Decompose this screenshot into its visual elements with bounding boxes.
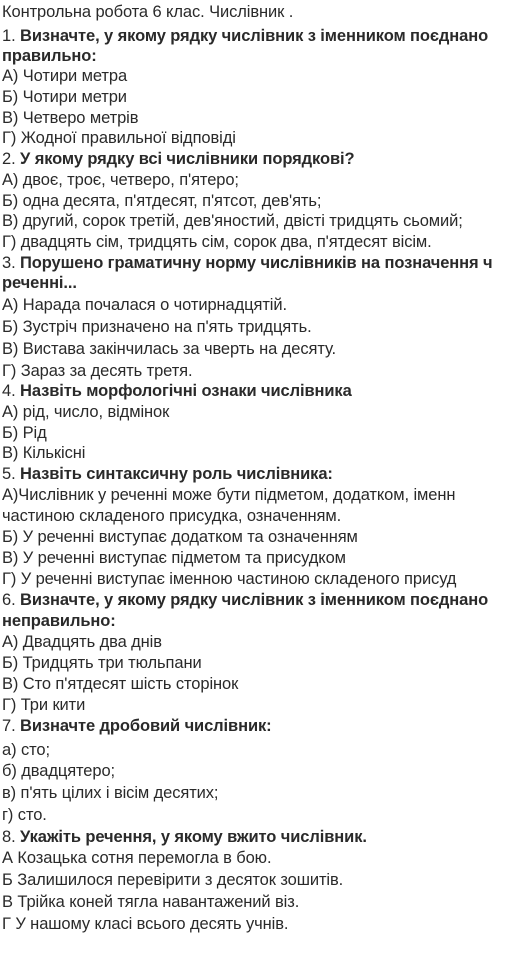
question-2-option-b: Б) одна десята, п'ятдесят, п'ятсот, дев'ять; — [2, 192, 322, 210]
question-text: Порушено граматичну норму числівників на позначення ч — [15, 254, 493, 272]
question-7-option-d: г) сто. — [2, 806, 47, 824]
question-5-option-a-continued: частиною складеного присудка, означенням. — [2, 507, 342, 525]
question-2-option-a: А) двоє, троє, четверо, п'ятеро; — [2, 171, 239, 189]
question-6-option-a: А) Двадцять два днів — [2, 633, 162, 651]
question-3-option-b: Б) Зустріч призначено на п'ять тридцять. — [2, 318, 312, 336]
question-2-option-d: Г) двадцять сім, тридцять сім, сорок два, п'ятдесят вісім. — [2, 233, 432, 251]
question-number: 2. — [2, 150, 16, 168]
question-6-heading — [2, 590, 488, 610]
question-5-option-b: Б) У реченні виступає додатком та означенням — [2, 528, 358, 546]
question-6-option-d: Г) Три кити — [2, 696, 86, 714]
question-4-option-c: В) Кількісні — [2, 444, 86, 462]
question-text: Визначте, у якому рядку числівник з іменником поєднано — [15, 27, 489, 45]
question-3-option-d: Г) Зараз за десять третя. — [2, 362, 193, 380]
question-5-option-d: Г) У реченні виступає іменною частиною складеного присуд — [2, 570, 457, 588]
question-number: 8. — [2, 828, 16, 846]
question-3-option-a: А) Нарада почалася о чотирнадцятій. — [2, 296, 287, 314]
question-1-option-b: Б) Чотири метри — [2, 88, 127, 106]
question-1-option-a: А) Чотири метра — [2, 67, 128, 85]
question-1-option-d: Г) Жодної правильної відповіді — [2, 129, 236, 147]
question-4-option-a: А) рід, число, відмінок — [2, 403, 170, 421]
question-5-heading — [2, 464, 333, 484]
question-text: Визначте, у якому рядку числівник з іменником поєднано — [15, 591, 489, 609]
question-number: 1. — [2, 27, 16, 45]
question-8-option-c: В Трійка коней тягла навантажений віз. — [2, 893, 300, 911]
question-2-heading — [2, 149, 354, 169]
question-6-text-continued: неправильно: — [2, 612, 116, 630]
question-7-heading — [2, 716, 272, 736]
question-7-option-c: в) п'ять цілих і вісім десятих; — [2, 784, 219, 802]
question-7-option-b: б) двадцятеро; — [2, 762, 116, 780]
question-number: 6. — [2, 591, 16, 609]
question-6-option-b: Б) Тридцять три тюльпани — [2, 654, 202, 672]
question-text: Визначте дробовий числівник: — [15, 717, 272, 735]
question-5-option-a: А)Числівник у реченні може бути підметом, додатком, іменн — [2, 486, 456, 504]
question-2-option-c: В) другий, сорок третій, дев'яностий, двісті тридцять сьомий; — [2, 212, 463, 230]
question-number: 3. — [2, 254, 16, 272]
question-number: 5. — [2, 465, 16, 483]
question-5-option-c: В) У реченні виступає підметом та присудком — [2, 549, 346, 567]
question-8-heading — [2, 827, 367, 847]
question-1-heading — [2, 26, 488, 46]
question-number: 7. — [2, 717, 16, 735]
question-3-heading — [2, 253, 493, 273]
question-8-option-b: Б Залишилося перевірити з десяток зошитів. — [2, 871, 344, 889]
question-4-option-b: Б) Рід — [2, 424, 47, 442]
document-title: Контрольна робота 6 клас. Числівник . — [2, 3, 294, 21]
question-text: Укажіть речення, у якому вжито числівник. — [15, 828, 367, 846]
question-text: У якому рядку всі числівники порядкові? — [15, 150, 355, 168]
question-1-text-continued: правильно: — [2, 47, 97, 65]
question-text: Назвіть синтаксичну роль числівника: — [15, 465, 333, 483]
question-8-option-d: Г У нашому класі всього десять учнів. — [2, 915, 289, 933]
question-4-heading — [2, 381, 352, 401]
question-text: Назвіть морфологічні ознаки числівника — [15, 382, 352, 400]
question-number: 4. — [2, 382, 16, 400]
question-3-text-continued: реченні... — [2, 274, 77, 292]
question-1-option-c: В) Четверо метрів — [2, 109, 139, 127]
question-8-option-a: А Козацька сотня перемогла в бою. — [2, 849, 272, 867]
question-6-option-c: В) Сто п'ятдесят шість сторінок — [2, 675, 239, 693]
question-7-option-a: а) сто; — [2, 741, 50, 759]
question-3-option-c: В) Вистава закінчилась за чверть на десяту. — [2, 340, 336, 358]
